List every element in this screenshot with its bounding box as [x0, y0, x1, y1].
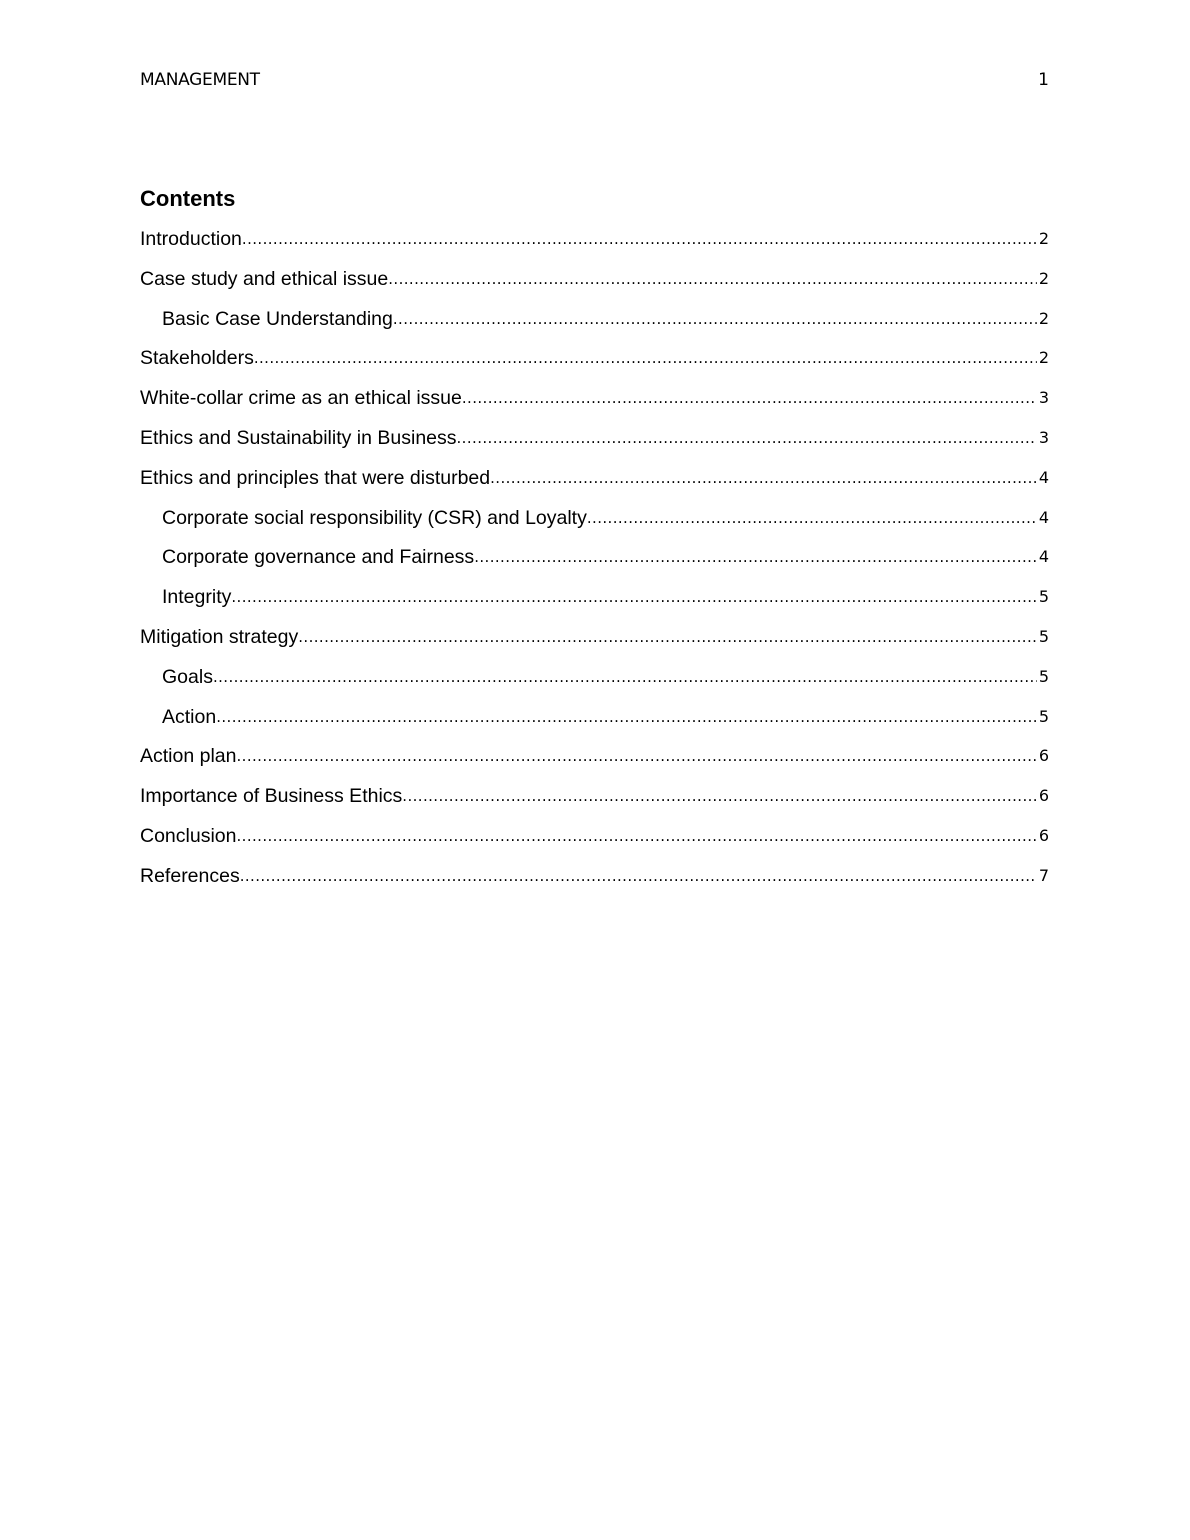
toc-entry-label: Mitigation strategy	[140, 625, 299, 648]
toc-entry-label: White-collar crime as an ethical issue	[140, 387, 462, 410]
toc-entry-label: Action	[162, 705, 217, 728]
toc-entry-label: Case study and ethical issue	[140, 267, 389, 290]
toc-entry[interactable]	[140, 703, 1049, 743]
toc-entry-label: References	[140, 864, 240, 887]
toc-dot-leader	[388, 265, 1037, 293]
toc-entry[interactable]	[140, 464, 1049, 504]
toc-entry-label: Action plan	[140, 745, 237, 768]
toc-entry-label: Basic Case Understanding	[162, 307, 393, 330]
toc-entry[interactable]	[140, 862, 1049, 902]
toc-entry-page: 3	[1038, 427, 1049, 447]
toc-entry[interactable]	[140, 822, 1049, 862]
toc-dot-leader	[242, 225, 1037, 253]
toc-entry-page: 5	[1038, 587, 1049, 607]
toc-dot-leader	[393, 305, 1037, 333]
toc-entry-page: 4	[1038, 547, 1049, 567]
toc-entry[interactable]	[140, 384, 1049, 424]
toc-entry[interactable]	[140, 623, 1049, 663]
toc-entry-label: Integrity	[162, 586, 232, 609]
toc-entry-page: 6	[1038, 746, 1049, 766]
table-of-contents	[140, 225, 1049, 902]
toc-entry[interactable]	[140, 424, 1049, 464]
toc-entry-label: Stakeholders	[140, 347, 254, 370]
toc-entry[interactable]	[140, 583, 1049, 623]
toc-entry-label: Goals	[162, 665, 213, 688]
toc-entry[interactable]	[140, 504, 1049, 544]
toc-entry[interactable]	[140, 543, 1049, 583]
toc-dot-leader	[298, 623, 1037, 651]
toc-entry[interactable]	[140, 225, 1049, 265]
toc-dot-leader	[457, 424, 1037, 452]
toc-entry-label: Ethics and principles that were disturbed	[140, 466, 491, 489]
toc-entry-label: Introduction	[140, 228, 242, 250]
toc-entry[interactable]	[140, 344, 1049, 384]
toc-entry[interactable]	[140, 265, 1049, 305]
toc-entry-page: 6	[1038, 825, 1049, 845]
toc-entry-page: 5	[1038, 706, 1049, 726]
toc-dot-leader	[236, 822, 1036, 850]
toc-entry[interactable]	[140, 742, 1049, 782]
toc-entry-label: Ethics and Sustainability in Business	[140, 426, 457, 449]
toc-dot-leader	[213, 663, 1037, 691]
toc-dot-leader	[587, 504, 1037, 532]
toc-entry-page: 2	[1038, 268, 1049, 288]
toc-entry-page: 2	[1038, 229, 1049, 248]
running-header-title: MANAGEMENT	[140, 70, 260, 90]
toc-dot-leader	[254, 344, 1037, 372]
toc-dot-leader	[474, 543, 1037, 571]
toc-entry-page: 4	[1038, 467, 1049, 487]
toc-dot-leader	[462, 384, 1037, 412]
toc-entry-page: 5	[1038, 666, 1049, 686]
toc-entry[interactable]	[140, 305, 1049, 345]
toc-dot-leader	[236, 742, 1036, 770]
page-header	[140, 70, 1049, 96]
toc-entry-page: 3	[1038, 388, 1049, 408]
toc-entry-page: 5	[1038, 626, 1049, 646]
toc-dot-leader	[402, 782, 1037, 810]
page-number: 1	[1038, 70, 1049, 90]
toc-dot-leader	[216, 703, 1037, 731]
toc-entry-page: 6	[1038, 786, 1049, 806]
toc-entry[interactable]	[140, 782, 1049, 822]
toc-dot-leader	[231, 583, 1036, 611]
toc-entry-label: Conclusion	[140, 824, 237, 847]
toc-dot-leader	[490, 464, 1037, 492]
toc-entry-page: 2	[1038, 308, 1049, 328]
toc-entry[interactable]	[140, 663, 1049, 703]
toc-entry-page: 2	[1038, 348, 1049, 368]
toc-dot-leader	[240, 862, 1037, 890]
toc-entry-label: Importance of Business Ethics	[140, 785, 403, 808]
toc-entry-label: Corporate governance and Fairness	[162, 546, 475, 569]
toc-entry-page: 7	[1038, 865, 1049, 885]
toc-entry-label: Corporate social responsibility (CSR) and Loyalty	[162, 506, 587, 529]
toc-entry-page: 4	[1038, 507, 1049, 527]
toc-heading: Contents	[140, 186, 236, 211]
